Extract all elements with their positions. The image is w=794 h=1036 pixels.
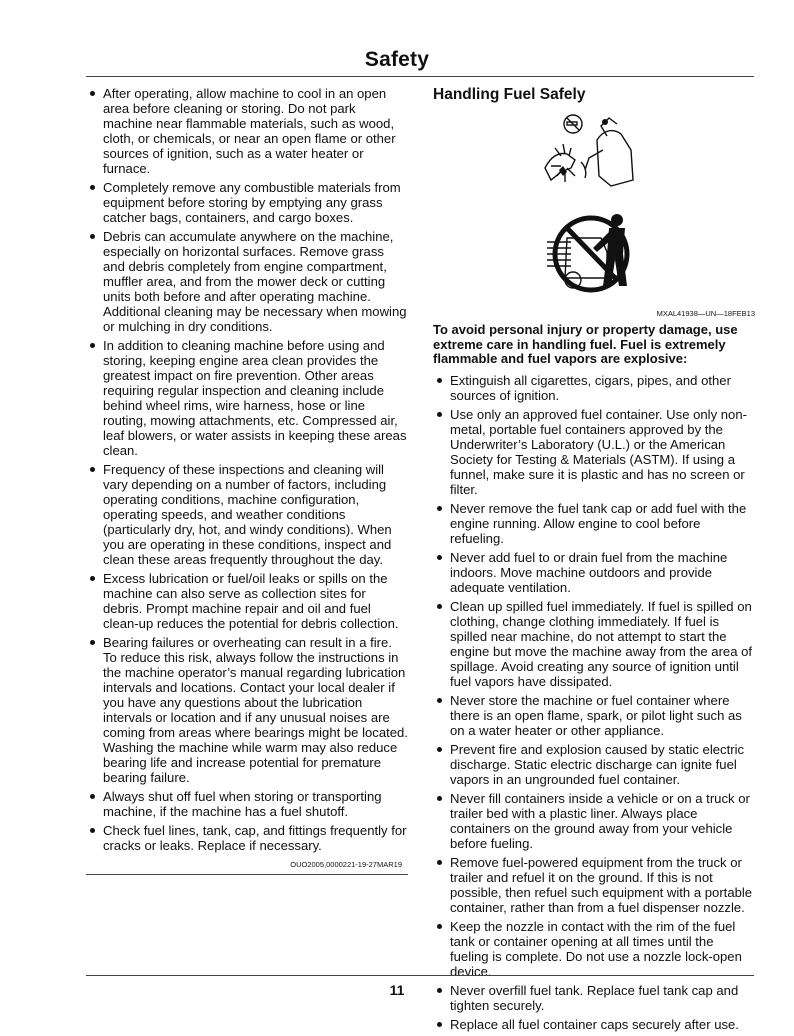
no-smoking-fuel-hazard-icon xyxy=(541,110,641,195)
list-item: Clean up spilled fuel immediately. If fuel is spilled on clothing, change clothing immediately. If fuel is spilled near machine, do not attempt to start the engine but move the machine away from the area of spillage. Avoid creating any source of ignition until fuel vapors have dissipated. xyxy=(433,599,755,689)
left-bullet-list xyxy=(86,86,408,853)
figure-code: MXAL41938—UN—18FEB13 xyxy=(656,309,755,318)
footer-divider xyxy=(86,975,754,976)
list-item: In addition to cleaning machine before using and storing, keeping engine area clean provides the greatest impact on fire prevention. Other areas requiring regular inspection and cleaning include behind wheel rims, wire harness, hose or line routing, mowing attachments, etc. Compressed air, leaf blowers, or water assists in keeping these areas clean. xyxy=(86,338,408,458)
section-heading: Handling Fuel Safely xyxy=(433,86,586,103)
fuel-safety-illustration xyxy=(433,110,755,306)
list-item: Never fill containers inside a vehicle or on a truck or trailer bed with a plastic liner. Always place containers on the ground away from your vehicle before fueling. xyxy=(433,791,755,851)
no-refuel-running-machine-icon xyxy=(541,208,641,296)
list-item: Replace all fuel container caps securely after use. xyxy=(433,1017,755,1032)
list-item: Debris can accumulate anywhere on the machine, especially on horizontal surfaces. Remove grass and debris completely from engine compartment, muffler area, and from the mower deck or cutting units both before and after operating machine. Additional cleaning may be necessary when mowing or mulching in dry conditions. xyxy=(86,229,408,334)
list-item: Remove fuel-powered equipment from the truck or trailer and refuel it on the ground. If this is not possible, then refuel such equipment with a portable container, rather than from a fuel dispenser nozzle. xyxy=(433,855,755,915)
page-title: Safety xyxy=(364,48,430,71)
list-item: Completely remove any combustible materials from equipment before storing by emptying any grass catcher bags, containers, and cargo boxes. xyxy=(86,180,408,225)
list-item: Check fuel lines, tank, cap, and fittings frequently for cracks or leaks. Replace if necessary. xyxy=(86,823,408,853)
right-bullet-list xyxy=(433,373,755,1032)
document-reference-code: OUO2005,0000221-19-27MAR19 xyxy=(290,860,402,869)
list-item: Never add fuel to or drain fuel from the machine indoors. Move machine outdoors and provide adequate ventilation. xyxy=(433,550,755,595)
list-item: After operating, allow machine to cool in an open area before cleaning or storing. Do not park machine near flammable materials, such as wood, cloth, or chemicals, or near an open flame or other sources of ignition, such as a water heater or furnace. xyxy=(86,86,408,176)
list-item: Frequency of these inspections and cleaning will vary depending on a number of factors, including operating conditions, machine configuration, operating speeds, and weather conditions (particularly dry, hot, and windy conditions). When you are operating in these conditions, inspect and clean these areas frequently throughout the day. xyxy=(86,462,408,567)
list-item: Use only an approved fuel container. Use only non-metal, portable fuel containers approved by the Underwriter’s Laboratory (U.L.) or the American Society for Testing & Materials (ASTM). If using a funnel, make sure it is plastic and has no screen or filter. xyxy=(433,407,755,497)
list-item: Never store the machine or fuel container where there is an open flame, spark, or pilot light such as on a water heater or other appliance. xyxy=(433,693,755,738)
list-item: Prevent fire and explosion caused by static electric discharge. Static electric discharge can ignite fuel vapors in an ungrounded fuel container. xyxy=(433,742,755,787)
list-item: Always shut off fuel when storing or transporting machine, if the machine has a fuel shutoff. xyxy=(86,789,408,819)
list-item: Never overfill fuel tank. Replace fuel tank cap and tighten securely. xyxy=(433,983,755,1013)
list-item: Extinguish all cigarettes, cigars, pipes, and other sources of ignition. xyxy=(433,373,755,403)
left-column xyxy=(86,86,408,875)
list-item: Excess lubrication or fuel/oil leaks or spills on the machine can also serve as collection sites for debris. Prompt machine repair and oil and fuel clean-up reduces the potential for debris collection. xyxy=(86,571,408,631)
right-column xyxy=(433,86,755,1036)
list-item: Bearing failures or overheating can result in a fire. To reduce this risk, always follow the instructions in the machine operator’s manual regarding lubrication intervals and locations. Contact your local dealer if you have any questions about the lubrication intervals or location and if any unusual noises are coming from areas where bearings might be located. Washing the machine while warm may also reduce bearing life and increase potential for premature bearing failure. xyxy=(86,635,408,785)
fuel-warning-text: To avoid personal injury or property damage, use extreme care in handling fuel. Fuel is extremely flammable and fuel vapors are explosive: xyxy=(433,322,738,366)
left-column-divider xyxy=(86,874,408,875)
list-item: Never remove the fuel tank cap or add fuel with the engine running. Allow engine to cool before refueling. xyxy=(433,501,755,546)
title-divider xyxy=(86,76,754,77)
page-number: 11 xyxy=(389,982,405,998)
list-item: Keep the nozzle in contact with the rim of the fuel tank or container opening at all times until the fueling is complete. Do not use a nozzle lock-open device. xyxy=(433,919,755,979)
